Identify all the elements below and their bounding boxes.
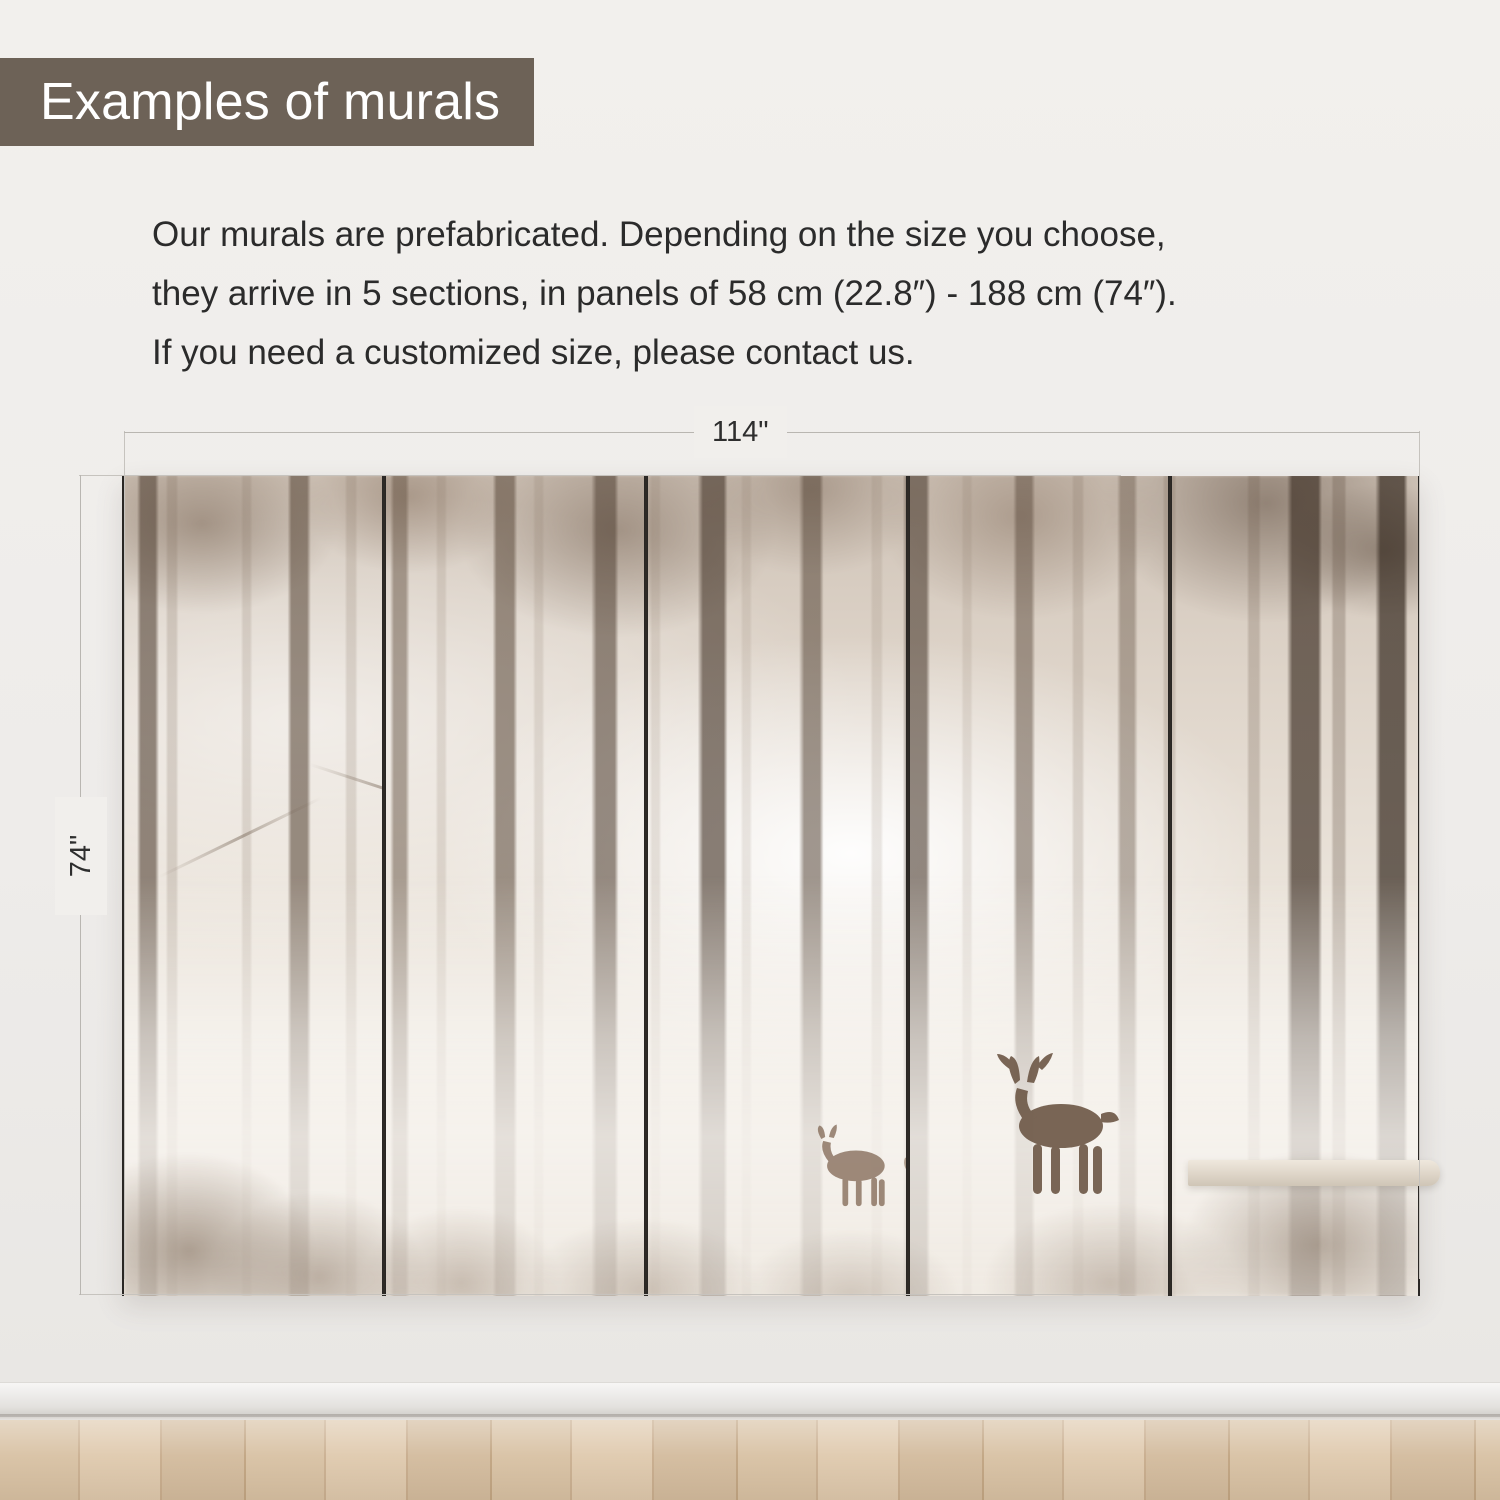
height-guide-bottom-tick bbox=[79, 1294, 1121, 1295]
width-guide-left-tick bbox=[124, 431, 125, 1279]
mural-panel-1 bbox=[122, 476, 384, 1296]
description-text bbox=[152, 205, 1382, 382]
mural-panel-3 bbox=[646, 476, 908, 1296]
floor-sheen bbox=[0, 1420, 1500, 1500]
height-label: 74" bbox=[55, 797, 107, 915]
baseboard bbox=[0, 1382, 1500, 1417]
mural-panel-2 bbox=[384, 476, 646, 1296]
width-dimension-guide bbox=[124, 416, 1420, 448]
height-dimension-guide bbox=[65, 475, 97, 1295]
description-line-3: If you need a customized size, please contact us. bbox=[152, 333, 915, 372]
height-guide-top-tick bbox=[79, 475, 1121, 476]
header-banner bbox=[0, 58, 534, 146]
mural-panel-4 bbox=[908, 476, 1170, 1296]
panel-seam bbox=[907, 476, 909, 1296]
panel-seam bbox=[1169, 476, 1171, 1296]
undergrowth bbox=[124, 976, 384, 1296]
panel-seam bbox=[645, 476, 647, 1296]
width-guide-right-tick bbox=[1419, 431, 1420, 1279]
panel-seam bbox=[383, 476, 385, 1296]
deer-icon bbox=[981, 1040, 1131, 1200]
description-line-1: Our murals are prefabricated. Depending on the size you choose, bbox=[152, 215, 1166, 254]
description-line-2: they arrive in 5 sections, in panels of 58 cm (22.8″) - 188 cm (74″). bbox=[152, 274, 1177, 313]
undergrowth bbox=[384, 976, 646, 1296]
fawn-icon bbox=[883, 1132, 908, 1216]
wall-shelf bbox=[1188, 1160, 1440, 1186]
undergrowth bbox=[1170, 976, 1420, 1296]
banner-title: Examples of murals bbox=[40, 73, 501, 131]
width-label: 114" bbox=[694, 406, 787, 458]
